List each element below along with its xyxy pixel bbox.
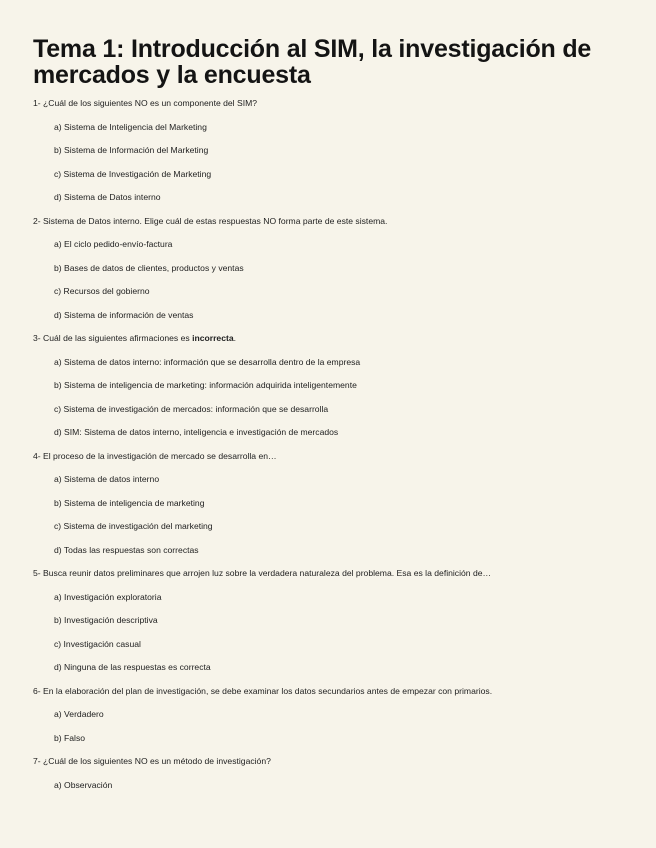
question-text: 7- ¿Cuál de los siguientes NO es un método de investigación? bbox=[33, 756, 271, 766]
options-list bbox=[33, 120, 622, 214]
options-list bbox=[33, 707, 622, 754]
answer-option: b) Falso bbox=[54, 732, 86, 743]
answer-option: b) Sistema de inteligencia de marketing: información adquirida inteligentemente bbox=[54, 380, 357, 390]
question-text: 2- Sistema de Datos interno. Elige cuál de estas respuestas NO forma parte de este sistema. bbox=[33, 215, 388, 226]
answer-option: a) Verdadero bbox=[54, 709, 104, 719]
answer-option: b) Bases de datos de clientes, productos y ventas bbox=[54, 262, 244, 273]
answer-option: d) Sistema de información de ventas bbox=[54, 309, 194, 320]
answer-option: c) Investigación casual bbox=[54, 638, 141, 649]
question-text: 5- Busca reunir datos preliminares que arrojen luz sobre la verdadera naturaleza del problema. Esa es la definición de… bbox=[33, 568, 492, 578]
answer-option: c) Recursos del gobierno bbox=[54, 286, 150, 296]
question-block bbox=[33, 214, 622, 332]
question-text: 4- El proceso de la investigación de mercado se desarrolla en… bbox=[33, 450, 277, 461]
question-text bbox=[33, 331, 622, 355]
question-text: 6- En la elaboración del plan de investigación, se debe examinar los datos secundarios antes de empezar con primarios. bbox=[33, 685, 493, 696]
answer-option: a) Observación bbox=[54, 779, 113, 790]
document-title: Tema 1: Introducción al SIM, la investigación de mercados y la encuesta bbox=[33, 35, 592, 89]
question-block bbox=[33, 754, 622, 801]
answer-option: c) Sistema de investigación de mercados: información que se desarrolla bbox=[54, 403, 329, 414]
answer-option: d) Todas las respuestas son correctas bbox=[54, 544, 199, 555]
answer-option: a) Sistema de datos interno bbox=[54, 474, 160, 484]
answer-option: a) Sistema de datos interno: información que se desarrolla dentro de la empresa bbox=[54, 356, 361, 367]
emphasized-word: incorrecta bbox=[192, 333, 234, 343]
answer-option: d) SIM: Sistema de datos interno, inteligencia e investigación de mercados bbox=[54, 427, 339, 437]
answer-option: a) El ciclo pedido-envío-factura bbox=[54, 239, 173, 249]
answer-option: a) Sistema de Inteligencia del Marketing bbox=[54, 121, 207, 132]
question-block bbox=[33, 96, 622, 214]
question-block bbox=[33, 566, 622, 684]
answer-option: c) Sistema de investigación del marketing bbox=[54, 521, 213, 531]
question-text-start: 3- Cuál de las siguientes afirmaciones es bbox=[33, 333, 193, 343]
options-list bbox=[33, 237, 622, 331]
question-block bbox=[33, 684, 622, 755]
question-block bbox=[33, 449, 622, 567]
question-text: 1- ¿Cuál de los siguientes NO es un componente del SIM? bbox=[33, 98, 258, 108]
options-list bbox=[33, 355, 622, 449]
answer-option: b) Sistema de inteligencia de marketing bbox=[54, 497, 205, 508]
options-list bbox=[33, 590, 622, 684]
answer-option: c) Sistema de Investigación de Marketing bbox=[54, 168, 212, 179]
answer-option: b) Sistema de Información del Marketing bbox=[54, 145, 209, 155]
answer-option: b) Investigación descriptiva bbox=[54, 615, 158, 625]
options-list bbox=[33, 778, 622, 802]
answer-option: d) Ninguna de las respuestas es correcta bbox=[54, 662, 211, 672]
answer-option: a) Investigación exploratoria bbox=[54, 591, 162, 602]
answer-option: d) Sistema de Datos interno bbox=[54, 192, 161, 202]
question-text-end: . bbox=[233, 333, 237, 343]
options-list bbox=[33, 472, 622, 566]
question-block bbox=[33, 331, 622, 449]
